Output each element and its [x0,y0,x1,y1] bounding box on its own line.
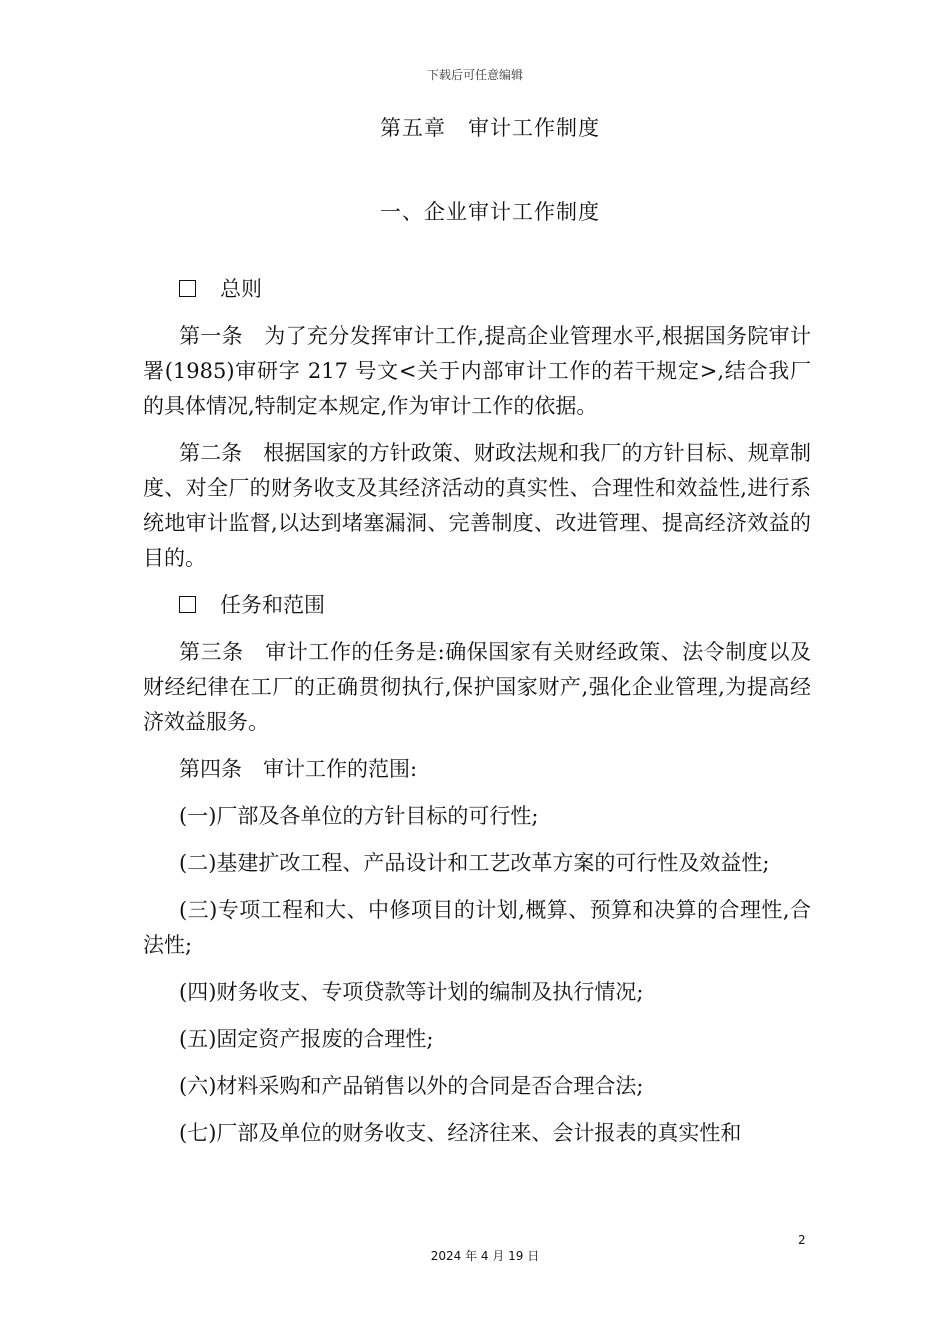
scope-item: (七)厂部及单位的财务收支、经济往来、会计报表的真实性和 [179,1121,742,1145]
article-1: 第一条 为了充分发挥审计工作,提高企业管理水平,根据国务院审计署(1985)审研字 217 号文<关于内部审计工作的若干规定>,结合我厂的具体情况,特制定本规定,作为审计工作的依据。 [143,324,811,418]
scope-item: (二)基建扩改工程、产品设计和工艺改革方案的可行性及效益性; [179,851,770,875]
page-footer-date: 2024 年 4 月 19 日 [430,1249,540,1263]
document-body [143,272,811,1163]
checkbox-bullet-icon [179,596,196,613]
article-4: 第四条 审计工作的范围: [179,757,418,781]
page-number: 2 [798,1233,806,1247]
checkbox-bullet-icon [179,280,196,297]
heading-general-label: 总则 [220,277,262,301]
scope-item: (一)厂部及各单位的方针目标的可行性; [179,804,539,828]
heading-tasks-label: 任务和范围 [220,593,325,617]
scope-item: (五)固定资产报废的合理性; [179,1027,434,1051]
article-3: 第三条 审计工作的任务是:确保国家有关财经政策、法令制度以及财经纪律在工厂的正确贯彻执行,保护国家财产,强化企业管理,为提高经济效益服务。 [143,640,811,734]
heading-general [143,272,811,307]
section-title: 一、企业审计工作制度 [380,200,600,224]
scope-item: (四)财务收支、专项贷款等计划的编制及执行情况; [179,980,644,1004]
chapter-title: 第五章 审计工作制度 [380,116,600,140]
scope-item: (六)材料采购和产品销售以外的合同是否合理合法; [179,1074,644,1098]
scope-item: (三)专项工程和大、中修项目的计划,概算、预算和决算的合理性,合法性; [143,898,811,957]
heading-tasks [143,588,811,623]
article-2: 第二条 根据国家的方针政策、财政法规和我厂的方针目标、规章制度、对全厂的财务收支及其经济活动的真实性、合理性和效益性,进行系统地审计监督,以达到堵塞漏洞、完善制度、改进管理、提高经济效益的目的。 [143,441,811,570]
page-header: 下载后可任意编辑 [426,68,523,82]
